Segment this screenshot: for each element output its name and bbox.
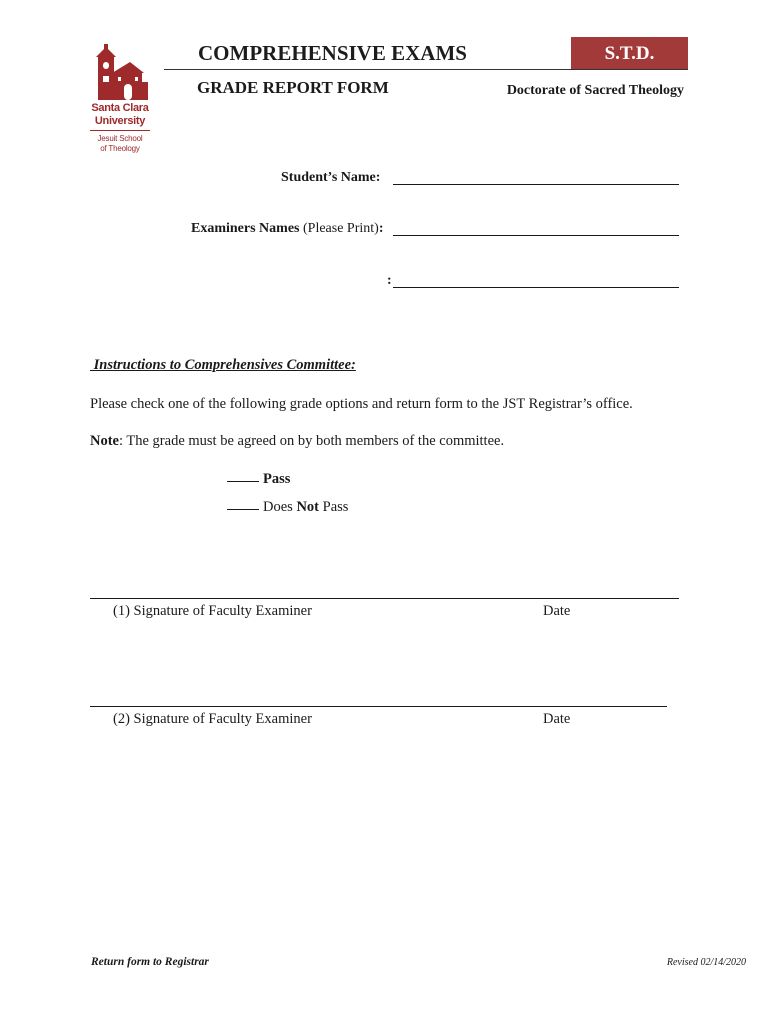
student-name-label: Student’s Name: — [281, 170, 381, 185]
examiner-name-field-1[interactable] — [393, 235, 679, 236]
option-not-pass-prefix: Does — [263, 499, 297, 515]
degree-badge: S.T.D. — [571, 37, 688, 70]
logo-text-university: University — [94, 115, 146, 127]
instructions-note — [90, 433, 504, 450]
examiner-names-label-note: (Please Print) — [299, 221, 379, 236]
mission-church-icon — [86, 44, 154, 102]
examiner-name-field-2[interactable] — [393, 287, 679, 288]
instructions-heading: Instructions to Comprehensives Committee: — [90, 357, 356, 373]
option-not-pass-suffix: Pass — [319, 499, 349, 515]
signature-line-2[interactable] — [90, 706, 667, 707]
option-not-pass-bold: Not — [296, 499, 319, 515]
does-not-pass-checkbox[interactable] — [227, 509, 259, 510]
footer-revision-date: Revised 02/14/2020 — [666, 957, 746, 968]
note-text: : The grade must be agreed on by both members of the committee. — [119, 433, 505, 449]
header-divider — [164, 69, 688, 70]
degree-name: Doctorate of Sacred Theology — [506, 83, 684, 98]
date-label-1: Date — [543, 603, 571, 619]
form-subtitle: GRADE REPORT FORM — [197, 78, 389, 97]
note-label: Note — [90, 433, 119, 449]
pass-checkbox[interactable] — [227, 481, 259, 482]
signature-line-1[interactable] — [90, 598, 679, 599]
signature-label-1: (1) Signature of Faculty Examiner — [113, 603, 312, 619]
logo-divider — [90, 130, 150, 131]
signature-label-2: (2) Signature of Faculty Examiner — [113, 711, 312, 727]
examiner-names-label — [191, 221, 384, 237]
date-label-2: Date — [543, 711, 571, 727]
instructions-body: Please check one of the following grade options and return form to the JST Registrar’s office. — [90, 396, 633, 412]
examiner-names-label-colon: : — [378, 221, 384, 236]
logo-text-santa-clara: Santa Clara — [91, 102, 149, 114]
logo-text-jesuit-school: Jesuit School — [97, 134, 143, 143]
option-pass-label: Pass — [263, 471, 291, 487]
footer-return-note: Return form to Registrar — [91, 956, 209, 968]
form-title: COMPREHENSIVE EXAMS — [198, 41, 467, 65]
student-name-field[interactable] — [393, 184, 679, 185]
option-pass — [227, 471, 290, 488]
examiner-names-label-bold: Examiners Names — [191, 221, 300, 236]
option-does-not-pass — [227, 499, 348, 516]
university-logo — [86, 44, 154, 160]
logo-text-of-theology: of Theology — [100, 144, 140, 153]
examiner-second-colon: : — [387, 273, 392, 288]
